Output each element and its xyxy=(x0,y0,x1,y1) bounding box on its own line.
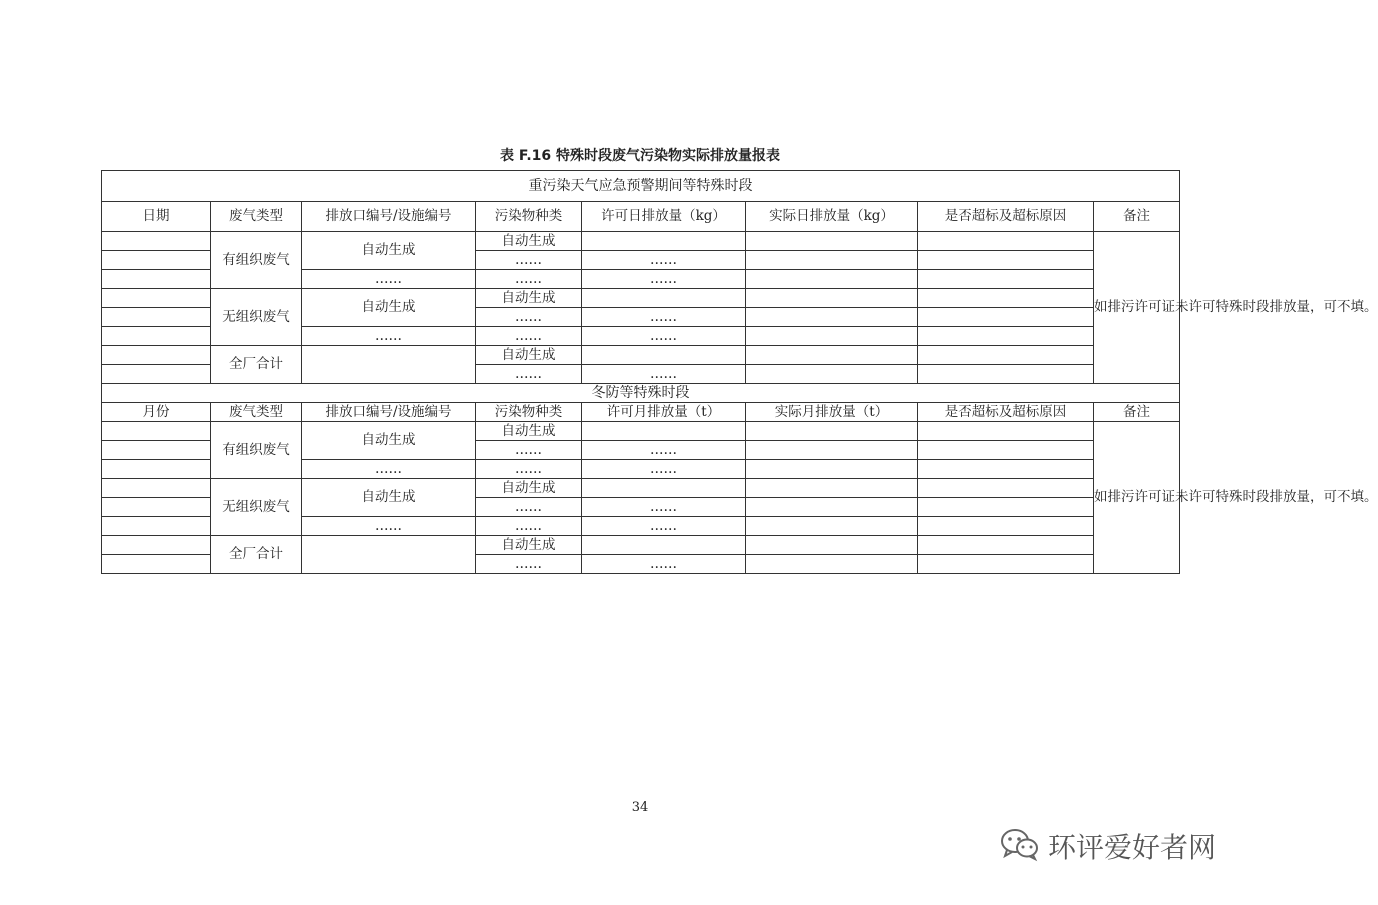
exceed-reason-cell xyxy=(918,365,1094,384)
actual-amount-cell xyxy=(746,460,918,479)
pollutant-cell: …… xyxy=(476,555,582,574)
month-cell xyxy=(102,536,211,555)
pollutant-cell: …… xyxy=(476,308,582,327)
actual-amount-cell xyxy=(746,251,918,270)
permitted-amount-cell: …… xyxy=(582,555,746,574)
permitted-amount-cell xyxy=(582,479,746,498)
column-header: 月份 xyxy=(102,403,211,422)
column-header: 污染物种类 xyxy=(476,403,582,422)
permitted-amount-cell: …… xyxy=(582,441,746,460)
date-cell xyxy=(102,308,211,327)
exceed-reason-cell xyxy=(918,479,1094,498)
column-header: 排放口编号/设施编号 xyxy=(302,403,476,422)
pollutant-cell: …… xyxy=(476,327,582,346)
page-number: 34 xyxy=(631,800,649,815)
outlet-id-cell: …… xyxy=(302,460,476,479)
waste-gas-type-cell: 无组织废气 xyxy=(211,479,302,536)
permitted-amount-cell xyxy=(582,346,746,365)
waste-gas-type-cell: 无组织废气 xyxy=(211,289,302,346)
column-header: 日期 xyxy=(102,202,211,232)
outlet-id-cell: …… xyxy=(302,270,476,289)
month-cell xyxy=(102,555,211,574)
exceed-reason-cell xyxy=(918,289,1094,308)
outlet-id-cell: 自动生成 xyxy=(302,479,476,517)
month-cell xyxy=(102,517,211,536)
actual-amount-cell xyxy=(746,346,918,365)
outlet-id-cell: …… xyxy=(302,517,476,536)
watermark xyxy=(1000,826,1216,866)
pollutant-cell: …… xyxy=(476,498,582,517)
column-header: 备注 xyxy=(1094,403,1180,422)
exceed-reason-cell xyxy=(918,346,1094,365)
permitted-amount-cell: …… xyxy=(582,460,746,479)
date-cell xyxy=(102,327,211,346)
column-header: 实际月排放量（t） xyxy=(746,403,918,422)
permitted-amount-cell: …… xyxy=(582,308,746,327)
actual-amount-cell xyxy=(746,422,918,441)
month-cell xyxy=(102,498,211,517)
pollutant-cell: …… xyxy=(476,365,582,384)
permitted-amount-cell: …… xyxy=(582,270,746,289)
permitted-amount-cell: …… xyxy=(582,327,746,346)
actual-amount-cell xyxy=(746,327,918,346)
actual-amount-cell xyxy=(746,308,918,327)
month-cell xyxy=(102,479,211,498)
outlet-id-cell: 自动生成 xyxy=(302,422,476,460)
column-header: 废气类型 xyxy=(211,403,302,422)
section-heading: 重污染天气应急预警期间等特殊时段 xyxy=(102,171,1180,202)
month-cell xyxy=(102,441,211,460)
column-header: 废气类型 xyxy=(211,202,302,232)
actual-amount-cell xyxy=(746,365,918,384)
pollutant-cell: 自动生成 xyxy=(476,346,582,365)
permitted-amount-cell xyxy=(582,422,746,441)
actual-amount-cell xyxy=(746,232,918,251)
pollutant-cell: 自动生成 xyxy=(476,422,582,441)
outlet-id-cell: 自动生成 xyxy=(302,289,476,327)
table-title: 表 F.16 特殊时段废气污染物实际排放量报表 xyxy=(499,148,781,164)
exceed-reason-cell xyxy=(918,441,1094,460)
column-header: 许可月排放量（t） xyxy=(582,403,746,422)
column-header: 污染物种类 xyxy=(476,202,582,232)
waste-gas-type-cell: 有组织废气 xyxy=(211,422,302,479)
outlet-id-cell xyxy=(302,536,476,574)
pollutant-cell: 自动生成 xyxy=(476,479,582,498)
permitted-amount-cell xyxy=(582,536,746,555)
emission-report-table xyxy=(101,170,1378,574)
permitted-amount-cell: …… xyxy=(582,365,746,384)
column-header: 是否超标及超标原因 xyxy=(918,403,1094,422)
date-cell xyxy=(102,289,211,308)
pollutant-cell: …… xyxy=(476,460,582,479)
permitted-amount-cell: …… xyxy=(582,517,746,536)
actual-amount-cell xyxy=(746,517,918,536)
outlet-id-cell xyxy=(302,346,476,384)
exceed-reason-cell xyxy=(918,536,1094,555)
actual-amount-cell xyxy=(746,479,918,498)
exceed-reason-cell xyxy=(918,498,1094,517)
actual-amount-cell xyxy=(746,498,918,517)
pollutant-cell: …… xyxy=(476,517,582,536)
date-cell xyxy=(102,346,211,365)
month-cell xyxy=(102,460,211,479)
pollutant-cell: …… xyxy=(476,441,582,460)
exceed-reason-cell xyxy=(918,251,1094,270)
pollutant-cell: 自动生成 xyxy=(476,536,582,555)
remark-cell: 如排污许可证未许可特殊时段排放量，可不填。 xyxy=(1094,232,1180,384)
date-cell xyxy=(102,270,211,289)
permitted-amount-cell xyxy=(582,289,746,308)
watermark-text: 环评爱好者网 xyxy=(1048,831,1217,864)
outlet-id-cell: 自动生成 xyxy=(302,232,476,270)
waste-gas-type-cell: 全厂合计 xyxy=(211,346,302,384)
actual-amount-cell xyxy=(746,555,918,574)
section-heading: 冬防等特殊时段 xyxy=(102,384,1180,403)
pollutant-cell: 自动生成 xyxy=(476,232,582,251)
column-header: 排放口编号/设施编号 xyxy=(302,202,476,232)
actual-amount-cell xyxy=(746,289,918,308)
exceed-reason-cell xyxy=(918,308,1094,327)
date-cell xyxy=(102,251,211,270)
month-cell xyxy=(102,422,211,441)
wechat-icon xyxy=(1000,827,1040,865)
exceed-reason-cell xyxy=(918,270,1094,289)
pollutant-cell: …… xyxy=(476,251,582,270)
column-header: 许可日排放量（kg） xyxy=(582,202,746,232)
remark-cell: 如排污许可证未许可特殊时段排放量，可不填。 xyxy=(1094,422,1180,574)
waste-gas-type-cell: 有组织废气 xyxy=(211,232,302,289)
date-cell xyxy=(102,365,211,384)
date-cell xyxy=(102,232,211,251)
outlet-id-cell: …… xyxy=(302,327,476,346)
waste-gas-type-cell: 全厂合计 xyxy=(211,536,302,574)
exceed-reason-cell xyxy=(918,422,1094,441)
exceed-reason-cell xyxy=(918,232,1094,251)
actual-amount-cell xyxy=(746,536,918,555)
exceed-reason-cell xyxy=(918,327,1094,346)
actual-amount-cell xyxy=(746,441,918,460)
permitted-amount-cell: …… xyxy=(582,251,746,270)
pollutant-cell: 自动生成 xyxy=(476,289,582,308)
pollutant-cell: …… xyxy=(476,270,582,289)
actual-amount-cell xyxy=(746,270,918,289)
column-header: 是否超标及超标原因 xyxy=(918,202,1094,232)
column-header: 备注 xyxy=(1094,202,1180,232)
column-header: 实际日排放量（kg） xyxy=(746,202,918,232)
exceed-reason-cell xyxy=(918,460,1094,479)
permitted-amount-cell xyxy=(582,232,746,251)
exceed-reason-cell xyxy=(918,517,1094,536)
permitted-amount-cell: …… xyxy=(582,498,746,517)
exceed-reason-cell xyxy=(918,555,1094,574)
